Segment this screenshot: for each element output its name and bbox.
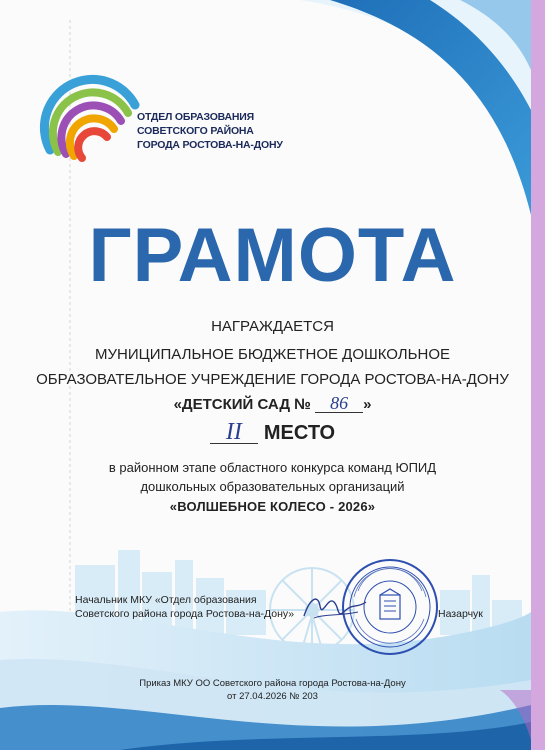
signature-position-line-2: Советского района города Ростова-на-Дону» <box>75 608 295 620</box>
order-line-1: Приказ МКУ ОО Советского района города Ростова-на-Дону <box>139 678 406 689</box>
handwritten-signature <box>300 588 370 628</box>
logo-line-1: ОТДЕЛ ОБРАЗОВАНИЯ <box>137 111 254 123</box>
contest-name: «ВОЛШЕБНОЕ КОЛЕСО - 2026» <box>169 499 376 514</box>
signature-position-line-1: Начальник МКУ «Отдел образования <box>75 594 257 606</box>
logo-rainbow-icon <box>44 79 135 158</box>
signatory-name: Назарчук <box>438 608 483 620</box>
place-line <box>0 421 545 445</box>
kindergarten-suffix: » <box>363 396 372 413</box>
kindergarten-line <box>0 394 545 413</box>
logo-line-2: СОВЕТСКОГО РАЙОНА <box>137 125 254 137</box>
place-label: МЕСТО <box>263 422 336 444</box>
organization-line-1: МУНИЦИПАЛЬНОЕ БЮДЖЕТНОЕ ДОШКОЛЬНОЕ <box>94 346 450 363</box>
awarded-label: НАГРАЖДАЕТСЯ <box>211 318 334 335</box>
logo-line-3: ГОРОДА РОСТОВА-НА-ДОНУ <box>137 139 283 151</box>
certificate-title: ГРАМОТА <box>88 213 457 298</box>
place-value-handwritten: II <box>210 421 258 444</box>
logo-text <box>137 110 283 152</box>
contest-line-2: дошкольных образовательных организаций <box>140 479 405 494</box>
contest-line-1: в районном этапе областного конкурса команд ЮПИД <box>108 460 437 475</box>
order-line-2: от 27.04.2026 № 203 <box>227 691 318 702</box>
kindergarten-number-handwritten: 86 <box>315 394 363 413</box>
organization-line-2: ОБРАЗОВАТЕЛЬНОЕ УЧРЕЖДЕНИЕ ГОРОДА РОСТОВА-НА-ДОНУ <box>36 371 509 388</box>
kindergarten-prefix: «ДЕТСКИЙ САД № <box>173 396 311 413</box>
